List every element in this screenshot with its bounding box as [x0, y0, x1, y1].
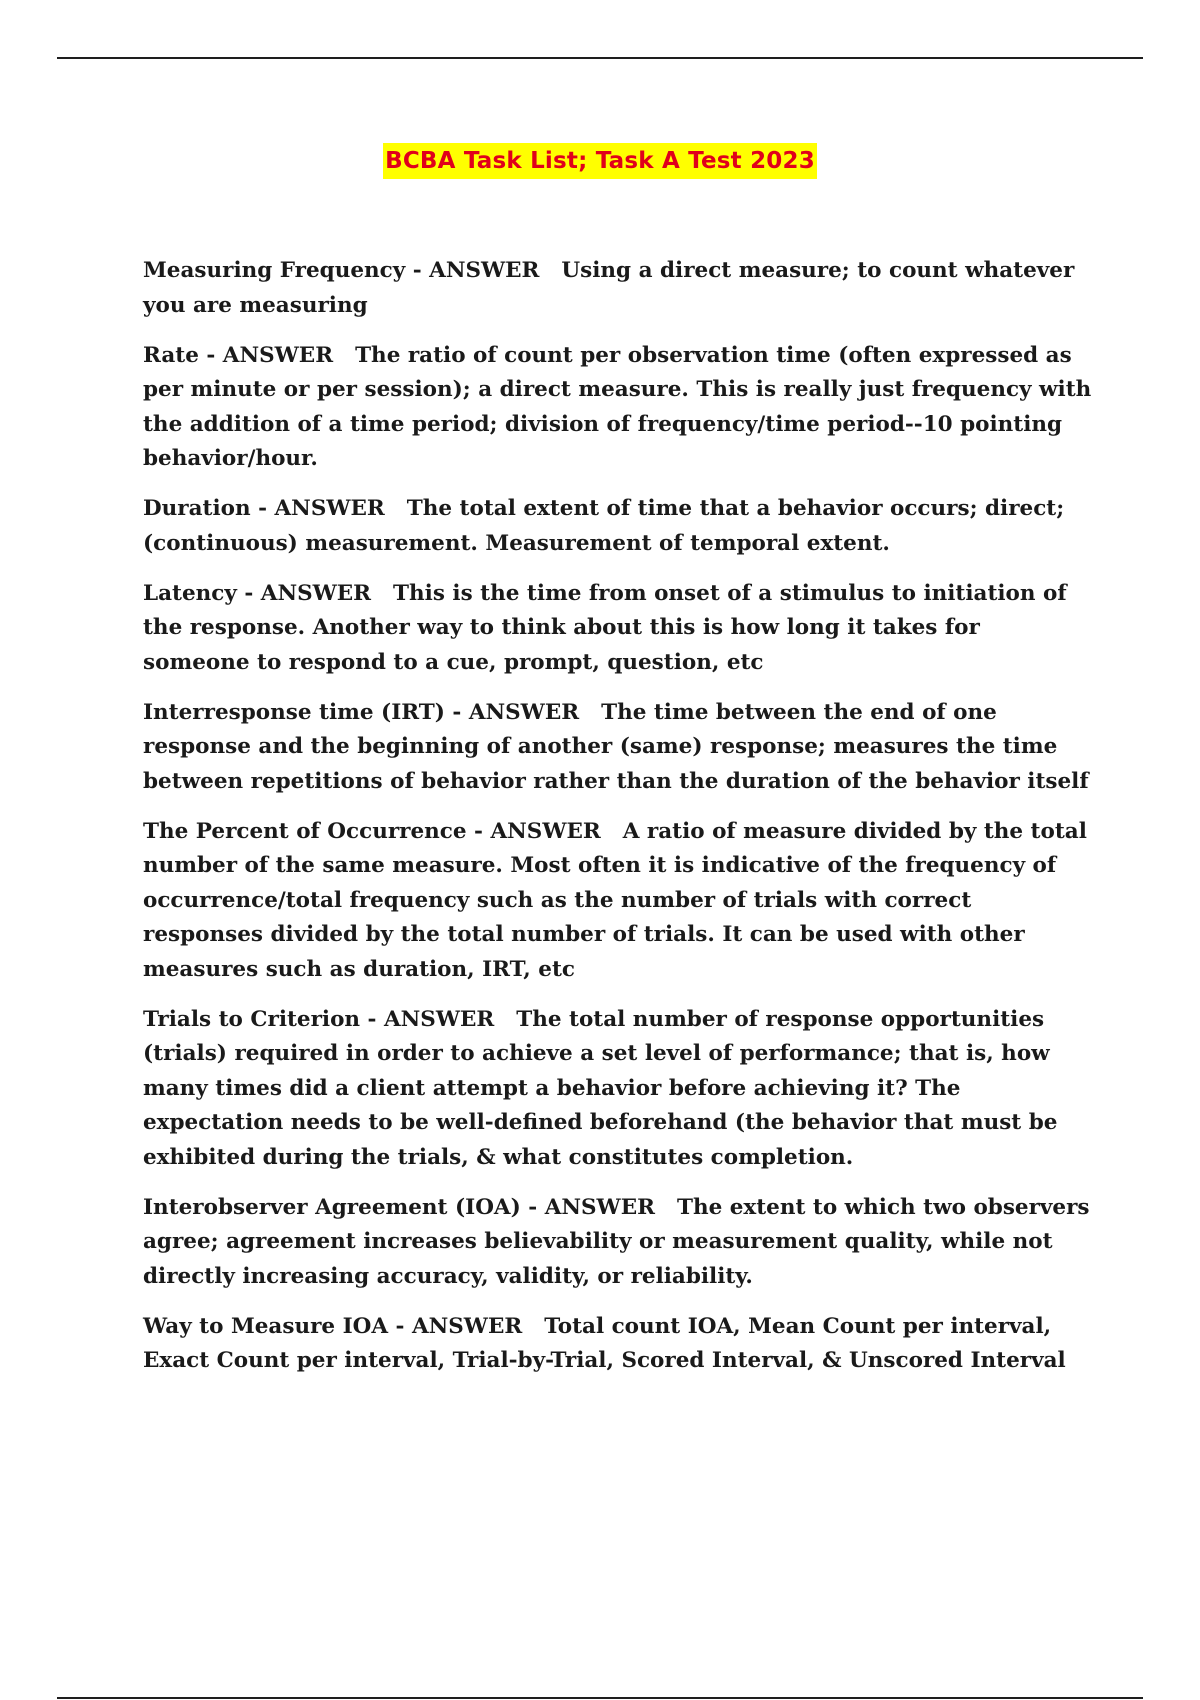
entry-definition: The total number of response opportunities (trials) required in order to achieve a set level of performance; that is, how many times did a client attempt a behavior before achieving it? The expectation needs to be well-defined beforehand (the behavior that must be exhibited during the trials, & what constitutes completion. — [143, 1006, 1058, 1170]
title-container — [0, 143, 1200, 179]
entry-definition: The total extent of time that a behavior occurs; direct; (continuous) measurement. Measurement of temporal extent. — [143, 496, 1065, 556]
answer-label: - ANSWER — [236, 580, 372, 606]
entry-definition: The extent to which two observers agree; agreement increases believability or measurement quality, while not directly increasing accuracy, validity, or reliability. — [143, 1194, 1090, 1289]
entry-term: Measuring Frequency — [143, 258, 406, 283]
entry-definition: The time between the end of one response and the beginning of another (same) response; measures the time between repetitions of behavior rather than the duration of the behavior itself — [143, 699, 1089, 794]
answer-label: - ANSWER — [198, 342, 334, 368]
qa-entry — [143, 815, 1093, 988]
entry-definition: Total count IOA, Mean Count per interval, Exact Count per interval, Trial-by-Trial, Scored Interval, & Unscored Interval — [143, 1313, 1066, 1373]
entry-term: Interobserver Agreement (IOA) — [143, 1194, 521, 1220]
entry-term: Rate — [143, 342, 199, 368]
answer-label: - ANSWER — [360, 1006, 495, 1032]
bottom-rule — [57, 1697, 1143, 1699]
entry-term: Latency — [143, 580, 237, 606]
qa-entry — [143, 339, 1093, 477]
entry-term: Trials to Criterion — [143, 1006, 361, 1032]
entry-definition: The ratio of count per observation time (often expressed as per minute or per session); a direct measure. This is really just frequency with the addition of a time period; division of frequency/time period--10 pointing behavior/hour. — [143, 342, 1092, 471]
answer-label: - ANSWER — [250, 496, 385, 521]
entry-term: Duration — [143, 496, 251, 521]
answer-label: - ANSWER — [520, 1194, 655, 1220]
entry-definition: Using a direct measure; to count whatever you are measuring — [143, 258, 1075, 318]
qa-entry — [143, 1310, 1093, 1379]
qa-entry — [143, 577, 1093, 681]
entry-definition: This is the time from onset of a stimulus to initiation of the response. Another way to think about this is how long it takes for someone to respond to a cue, prompt, question, etc — [143, 580, 1067, 675]
top-rule — [57, 57, 1143, 59]
qa-entry — [143, 1191, 1093, 1295]
qa-entry — [143, 1003, 1093, 1176]
entry-definition: A ratio of measure divided by the total number of the same measure. Most often it is indicative of the frequency of occurrence/total frequency such as the number of trials with correct responses divided by the total number of trials. It can be used with other measures such as duration, IRT, etc — [143, 818, 1087, 982]
answer-label: - ANSWER — [388, 1313, 523, 1339]
page-title: BCBA Task List; Task A Test 2023 — [383, 143, 817, 179]
qa-entry — [143, 696, 1093, 800]
answer-label: - ANSWER — [444, 699, 580, 725]
answer-label: - ANSWER — [405, 258, 540, 283]
entry-term: Way to Measure IOA — [143, 1313, 389, 1339]
answer-label: - ANSWER — [466, 818, 601, 844]
entry-term: The Percent of Occurrence — [143, 818, 467, 844]
qa-entry — [143, 254, 1093, 323]
entry-term: Interresponse time (IRT) — [143, 699, 445, 725]
qa-list — [143, 254, 1093, 1394]
qa-entry — [143, 492, 1093, 561]
